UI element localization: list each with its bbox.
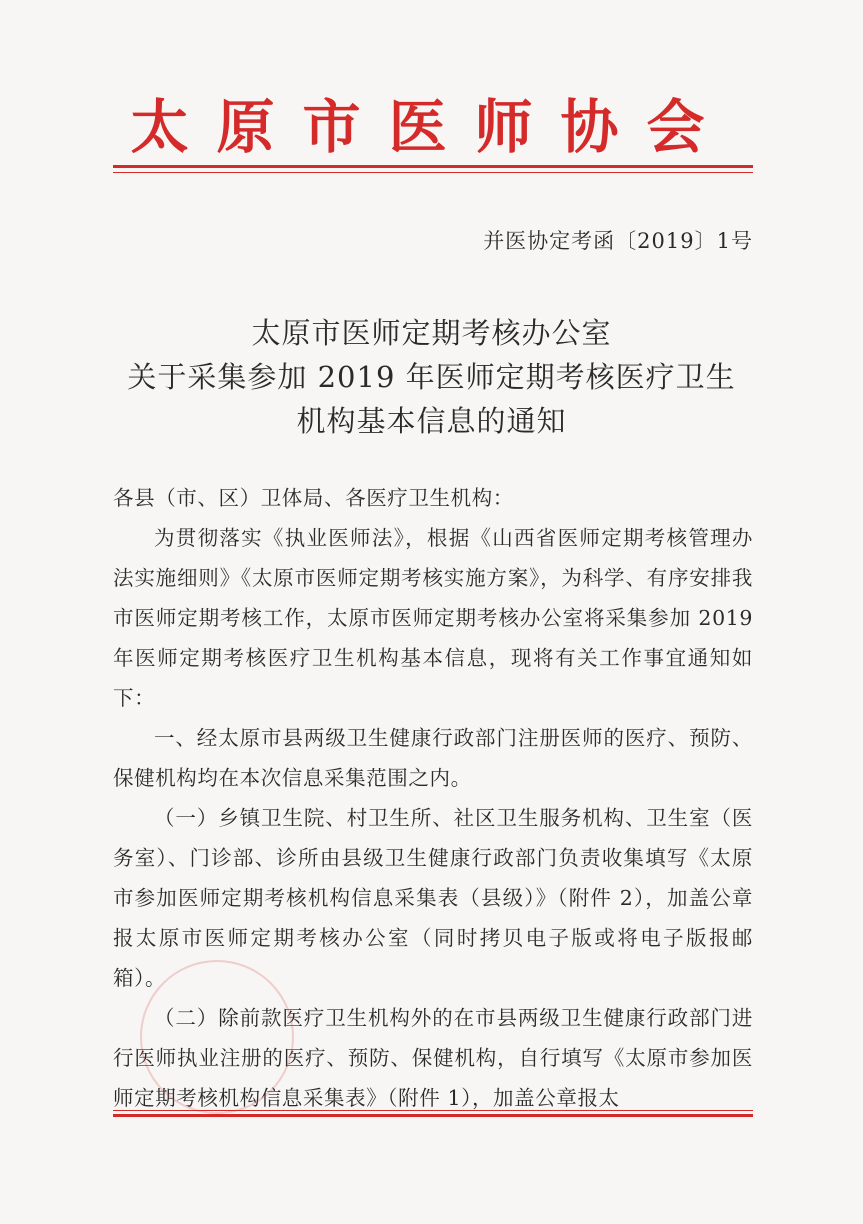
footer-red-rule-thick bbox=[113, 1114, 753, 1117]
salutation bbox=[113, 478, 753, 518]
title-line-1: 太原市医师定期考核办公室 bbox=[251, 316, 612, 350]
header-red-rule-thick bbox=[113, 165, 753, 168]
paragraph-section-1: 一、经太原市县两级卫生健康行政部门注册医师的医疗、预防、保健机构均在本次信息采集范围之内。 bbox=[113, 726, 753, 790]
paragraph-item-1: （一）乡镇卫生院、村卫生所、社区卫生服务机构、卫生室（医务室）、门诊部、诊所由县级卫生健康行政部门负责收集填写《太原市参加医师定期考核机构信息采集表（县级）》（附件 2），加盖公章报太原市医师定期考核办公室（同时拷贝电子版或将电子版报邮箱）。 bbox=[113, 806, 753, 990]
faint-seal-bleed bbox=[140, 960, 294, 1114]
paragraph-intro: 为贯彻落实《执业医师法》，根据《山西省医师定期考核管理办法实施细则》《太原市医师定期考核实施方案》，为科学、有序安排我市医师定期考核工作，太原市医师定期考核办公室将采集参加 2019 年医师定期考核医疗卫生机构基本信息，现将有关工作事宜通知如下： bbox=[113, 526, 753, 710]
paragraph-item-2: （二）除前款医疗卫生机构外的在市县两级卫生健康行政部门进行医师执业注册的医疗、预防、保健机构，自行填写《太原市参加医师定期考核机构信息采集表》（附件 1），加盖公章报太 bbox=[113, 1006, 753, 1110]
title-line-3: 机构基本信息的通知 bbox=[296, 404, 567, 438]
issuer-header: 太原市医师协会 bbox=[130, 93, 733, 161]
footer-red-rule-thin bbox=[113, 1110, 753, 1111]
header-red-rule-thin bbox=[113, 172, 753, 173]
document-number: 并医协定考函〔2019〕1号 bbox=[483, 229, 753, 253]
title-line-2: 关于采集参加 2019 年医师定期考核医疗卫生 bbox=[127, 360, 736, 394]
salutation-text: 各县（市、区）卫体局、各医疗卫生机构： bbox=[113, 486, 514, 510]
document-title bbox=[0, 311, 863, 443]
